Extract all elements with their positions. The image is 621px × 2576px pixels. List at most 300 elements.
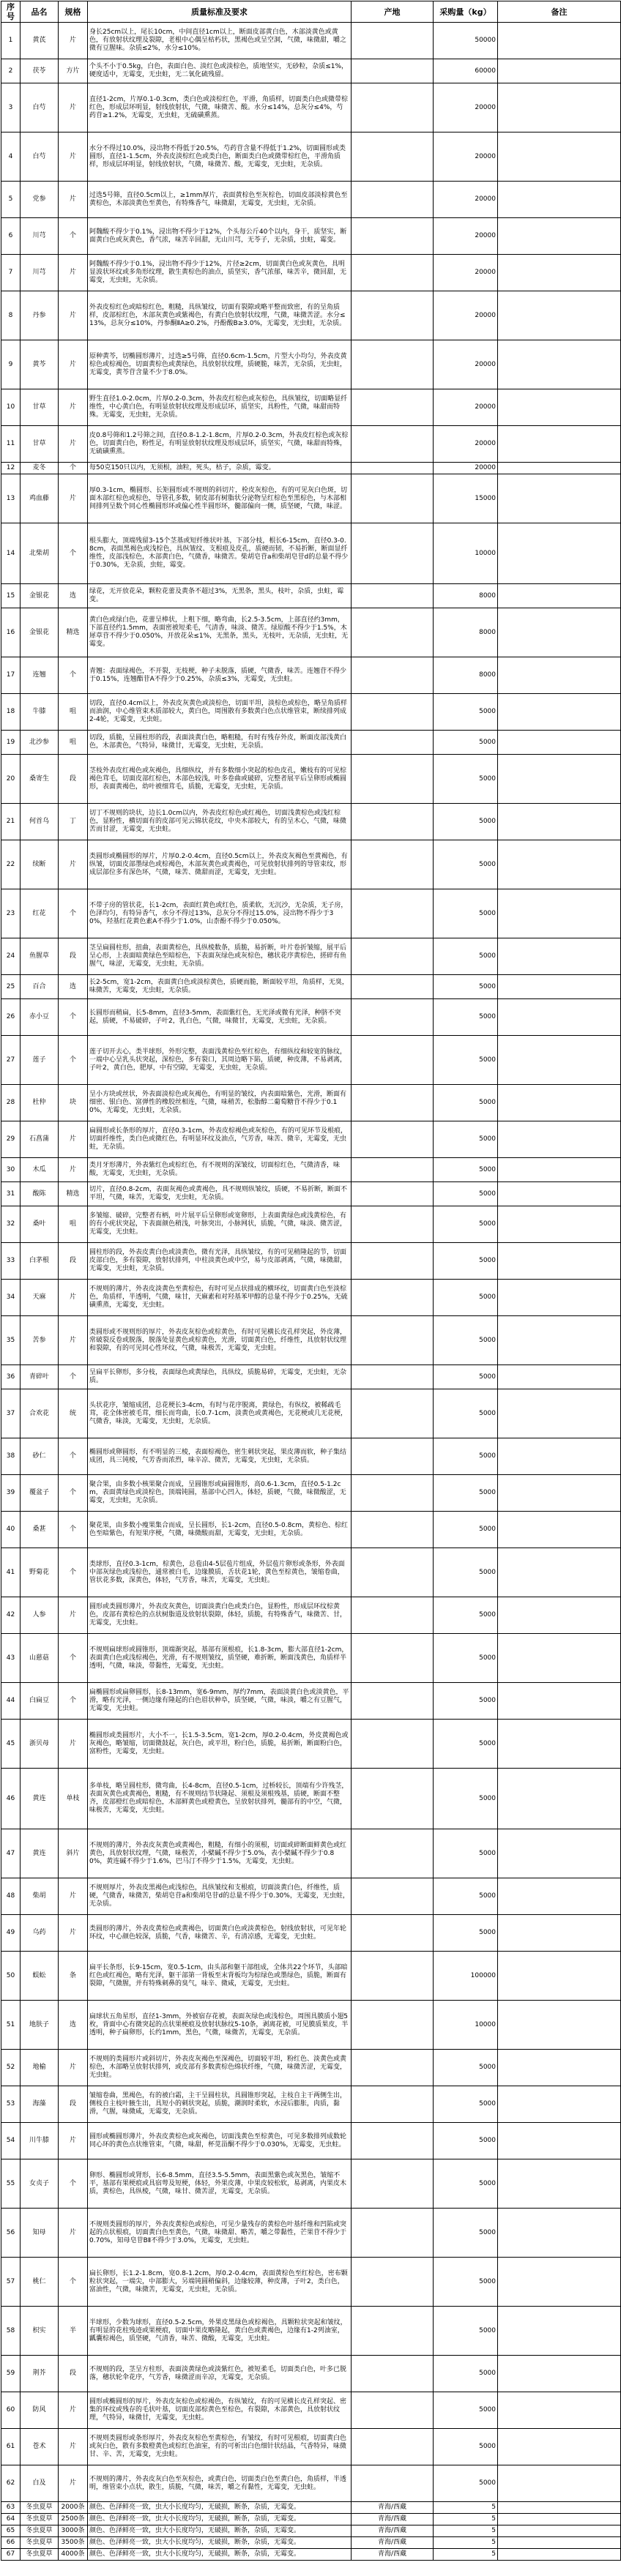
- row-spec: 统: [59, 1389, 88, 1438]
- row-note: [498, 755, 621, 804]
- row-origin: [352, 1316, 434, 1365]
- row-note: [498, 2356, 621, 2392]
- row-name: 人参: [21, 1597, 59, 1634]
- row-no: 66: [1, 2537, 21, 2549]
- table-row: [1, 2086, 621, 2123]
- row-origin: [352, 2392, 434, 2429]
- row-qty: 20000: [434, 463, 498, 474]
- row-origin: [352, 1280, 434, 1316]
- row-quality: 扁椭圆形或扁卵圆形，长8-13mm，宽6-9mm，厚约7mm，表面淡黄白色或淡黄色，平滑，略有光泽，一侧边缘有隆起的白色眉状种阜，质坚硬，气微，味淡，嚼之有豆腥气，无霉变，无虫蛀。: [88, 1683, 352, 1720]
- row-name: 黄芪: [21, 23, 59, 59]
- table-row: [1, 975, 621, 999]
- row-no: 56: [1, 2209, 21, 2258]
- row-note: [498, 608, 621, 657]
- row-name: 白扁豆: [21, 1683, 59, 1720]
- row-no: 53: [1, 2086, 21, 2123]
- row-no: 61: [1, 2429, 21, 2465]
- table-row: [1, 2258, 621, 2307]
- row-spec: 选: [59, 584, 88, 608]
- row-name: 白茅根: [21, 1243, 59, 1280]
- row-no: 45: [1, 1720, 21, 1769]
- header-name: 品名: [21, 1, 59, 23]
- row-origin: 青海/西藏: [352, 2502, 434, 2514]
- row-quality: 聚合果，由多数小核果聚合而成，呈圆锥形或扁圆锥形，高0.6-1.3cm，直径0.5-1.2cm，表面黄绿色或淡棕色，顶端钝圆，基部中心凹入，体轻，质硬，气微，味微酸涩，无霉变，无虫蛀，无杂质。: [88, 1475, 352, 1512]
- row-origin: [352, 2050, 434, 2086]
- row-origin: [352, 1475, 434, 1512]
- row-qty: 20000: [434, 291, 498, 340]
- row-name: 鸡血藤: [21, 474, 59, 523]
- row-name: 金银花: [21, 608, 59, 657]
- row-note: [498, 2525, 621, 2537]
- table-row: [1, 426, 621, 463]
- table-row: [1, 2123, 621, 2159]
- row-origin: [352, 694, 434, 731]
- row-quality: 扁球状五角星形，直径1-3mm，外被宿存花被，表面灰绿色或浅棕色，周围具膜质小翅5枚，背面中心有微突起的点状果梗痕及放射状脉纹5-10条，剥离花被，可见膜质果皮，半透明，种子扁卵形，长约1mm，黑色，气微，味微苦，无霉变，无杂质。: [88, 2001, 352, 2050]
- row-spec: 个: [59, 889, 88, 938]
- row-qty: 5000: [434, 975, 498, 999]
- row-note: [498, 889, 621, 938]
- row-no: 30: [1, 1158, 21, 1182]
- row-quality: 类圆形的薄片，外表皮黄棕色或黄褐色，切面黄白色或淡黄棕色，射线放射状，可见年轮环纹，中心颜色较深，质脆，气香，味微苦、辛，有清凉感，无霉变，无虫蛀。: [88, 1915, 352, 1952]
- row-note: [498, 1036, 621, 1085]
- table-row: [1, 2159, 621, 2209]
- row-origin: [352, 255, 434, 291]
- row-spec: 片: [59, 1158, 88, 1182]
- row-no: 26: [1, 999, 21, 1036]
- row-no: 12: [1, 463, 21, 474]
- row-name: 丹参: [21, 291, 59, 340]
- row-no: 67: [1, 2549, 21, 2561]
- row-quality: 根头膨大，顶端残留3-15个茎基或短纤维状叶基，下部分枝，根长6-15cm，直径0.3-0.8cm，表面黑褐色或浅棕色，具纵皱纹、支根痕及皮孔，质硬而韧，不易折断，断面显纤维性，皮部浅棕色，木部黄白色，气微香，味微苦。柴胡皂苷a和柴胡皂苷d的总量不得少于0.30%，无杂质，虫蛀，霉变。: [88, 523, 352, 584]
- row-quality: 阿魏酸不得少于0.1%，浸出物不得少于12%，片径≥2cm，切面黄白色或灰黄色，具明显波状环纹或多角形纹理，散生黄棕色的油点，质坚实，香气浓郁，味苦辛，微回甜，无霉变，无虫蛀，无杂质。: [88, 255, 352, 291]
- row-spec: 个: [59, 1438, 88, 1475]
- row-name: 蜈蚣: [21, 1952, 59, 2001]
- row-quality: 厚0.3-1cm，椭圆形、长矩圆形或不规则的斜切片，栓皮灰棕色，有的可见灰白色斑，切面木部红棕色或棕色，导管孔多数，韧皮部有树脂状分泌物呈红棕色至黑棕色，与木部相间排列呈数个同心性椭圆形环或偏心性半圆形环，髓部偏向一侧，质坚硬，气微，味涩。: [88, 474, 352, 523]
- table-row: [1, 2392, 621, 2429]
- row-origin: [352, 2159, 434, 2209]
- row-spec: 选: [59, 975, 88, 999]
- row-no: 36: [1, 1365, 21, 1389]
- row-quality: 类圆形或椭圆形的厚片，片厚0.2-0.4cm，直径0.5cm以上，外表皮灰褐色至黄褐色，有纵皱，切面皮部墨绿色或棕褐色，木部灰黄色或黄褐色，可见放射状排列的导管束纹，形成层部位多有深色环，气微，味苦、微甜而涩，无霉变，无虫蛀。: [88, 840, 352, 889]
- row-no: 14: [1, 523, 21, 584]
- row-qty: 5000: [434, 2050, 498, 2086]
- row-qty: 5000: [434, 2307, 498, 2356]
- row-name: 石菖蒲: [21, 1121, 59, 1158]
- row-quality: 扁平长条形，长9-15cm，宽0.5-1cm，由头部和躯干部组成，全体共22个环节，头部暗红色或红褐色，略有光泽，躯干部第一背板至末背板均为棕绿色或墨绿色，质脆，断面有裂隙，气微腥，并有特殊刺鼻的臭气，味辛、微咸，无霉变，无虫蛀。: [88, 1952, 352, 2001]
- row-note: [498, 1243, 621, 1280]
- row-origin: [352, 1769, 434, 1829]
- table-row: [1, 59, 621, 83]
- row-origin: [352, 463, 434, 474]
- row-note: [498, 2001, 621, 2050]
- table-row: [1, 340, 621, 389]
- row-note: [498, 426, 621, 463]
- row-quality: 颜色、色泽鲜亮一致，虫大小长度均匀，无破损，断条，杂质，无霉变。: [88, 2514, 352, 2525]
- table-row: [1, 2549, 621, 2561]
- table-row: [1, 1280, 621, 1316]
- row-note: [498, 2465, 621, 2502]
- row-origin: [352, 657, 434, 694]
- row-quality: 颜色、色泽鲜亮一致，虫大小长度均匀，无破损，断条，杂质，无霉变。: [88, 2537, 352, 2549]
- row-no: 13: [1, 474, 21, 523]
- row-spec: 片: [59, 340, 88, 389]
- row-quality: 长2-5cm，宽1-2cm，表面黄白色或淡棕黄色，质硬而脆，断面较平坦，角质样，无臭，味微苦，无霉变，无虫蛀，无杂质。: [88, 975, 352, 999]
- table-row: [1, 2502, 621, 2514]
- row-origin: [352, 840, 434, 889]
- row-name: 青碎叶: [21, 1365, 59, 1389]
- row-qty: 5: [434, 2514, 498, 2525]
- row-quality: 不规则的薄片，外表皮灰白色至灰棕色，或黄白色，切面类白色至黄白色，角质样，半透明，维管束小点状，散生，质脆，气微，味苦，嚼之有黏性，无霉变，无虫蛀。: [88, 2465, 352, 2502]
- row-spec: 片: [59, 2123, 88, 2159]
- row-qty: 20000: [434, 255, 498, 291]
- row-name: 牛膝: [21, 694, 59, 731]
- row-note: [498, 1915, 621, 1952]
- row-note: [498, 1158, 621, 1182]
- row-note: [498, 657, 621, 694]
- row-qty: 5000: [434, 2086, 498, 2123]
- row-name: 桑叶: [21, 1206, 59, 1243]
- row-note: [498, 1085, 621, 1121]
- row-spec: 片: [59, 840, 88, 889]
- row-qty: 5000: [434, 1206, 498, 1243]
- header-note: 备注: [498, 1, 621, 23]
- row-name: 百合: [21, 975, 59, 999]
- row-name: 黄连: [21, 1769, 59, 1829]
- row-origin: [352, 1365, 434, 1389]
- row-note: [498, 2123, 621, 2159]
- row-spec: 咀: [59, 731, 88, 755]
- row-quality: 不规则的类圆形片或斜切片，外表皮灰褐色至深褐色，切面较平坦，粉红色、淡黄色或黄棕色，木部略呈放射状排列，或皮部有多数黄棕色绵状纤维，气微，味微苦涩，无霉变，无虫蛀。: [88, 2050, 352, 2086]
- row-note: [498, 2050, 621, 2086]
- table-row: [1, 584, 621, 608]
- row-no: 55: [1, 2159, 21, 2209]
- row-no: 28: [1, 1085, 21, 1121]
- row-note: [498, 840, 621, 889]
- row-qty: 5000: [434, 1182, 498, 1206]
- row-quality: 圆柱形的段，外表皮黄白色或淡黄色，微有光泽，具纵皱纹，有的可见稍隆起的节，切面皮部白色，多有裂隙，放射状排列，中柱淡黄色或中空，易与皮部剥离，气微，味微甜，无霉变，无虫蛀，无杂质。: [88, 1243, 352, 1280]
- row-quality: 身长25cm以上，尾长10cm，中间直径1cm以上，断面皮部黄白色，木部淡黄色或黄色，有放射状纹理及裂隙，老根中心偶呈枯朽状，黑褐色或呈空洞，气微，味微甜，嚼之微有豆腥味。杂质≤2%，水分≤10%。: [88, 23, 352, 59]
- row-quality: 类球形，直径0.3-1cm，棕黄色，总苞由4-5层苞片组成，外层苞片卵形或条形，外表面中部灰绿色或浅棕色，通常被白毛，边缘膜质，舌状花1轮，黄色至棕黄色，皱缩卷曲，管状花多数，深黄色，体轻，气芳香，味苦，无霉变，无虫蛀。: [88, 1548, 352, 1597]
- table-row: [1, 23, 621, 59]
- row-spec: 个: [59, 1512, 88, 1548]
- row-origin: [352, 2258, 434, 2307]
- table-row: [1, 2209, 621, 2258]
- row-no: 27: [1, 1036, 21, 1085]
- row-name: 白芍: [21, 83, 59, 132]
- row-note: [498, 523, 621, 584]
- row-qty: 5000: [434, 1475, 498, 1512]
- procurement-table: [1, 1, 621, 2561]
- row-spec: 精选: [59, 1182, 88, 1206]
- row-no: 8: [1, 291, 21, 340]
- row-no: 29: [1, 1121, 21, 1158]
- row-note: [498, 218, 621, 255]
- row-origin: [352, 938, 434, 975]
- row-origin: [352, 1389, 434, 1438]
- row-origin: [352, 1915, 434, 1952]
- row-origin: [352, 426, 434, 463]
- row-qty: 20000: [434, 340, 498, 389]
- row-qty: 10000: [434, 523, 498, 584]
- row-no: 25: [1, 975, 21, 999]
- row-note: [498, 999, 621, 1036]
- row-note: [498, 2514, 621, 2525]
- row-no: 42: [1, 1597, 21, 1634]
- row-quality: 外表皮棕红色或暗棕红色，粗糙，具纵皱纹，切面有裂隙或略平整而致密，有的呈角质样，皮部棕红色，木部灰黄色或紫褐色，有黄白色放射状纹理，气微，味微苦涩。水分≤13%，总灰分≤10%，丹参酮ⅡA≥0.2%，丹酚酸B≥3.0%，无霉变，无虫蛀，无杂质。: [88, 291, 352, 340]
- table-row: [1, 389, 621, 426]
- row-qty: 5000: [434, 1121, 498, 1158]
- row-name: 杜仲: [21, 1085, 59, 1121]
- row-name: 赤小豆: [21, 999, 59, 1036]
- row-no: 23: [1, 889, 21, 938]
- table-row: [1, 1475, 621, 1512]
- row-spec: 段: [59, 2356, 88, 2392]
- row-note: [498, 1389, 621, 1438]
- header-origin: 产地: [352, 1, 434, 23]
- row-qty: 15000: [434, 474, 498, 523]
- row-no: 49: [1, 1915, 21, 1952]
- row-name: 黄连: [21, 1829, 59, 1878]
- row-quality: 圆形或类圆形薄片，外表皮灰黄色，切面淡黄白色或类白色，显粉性，形成层环纹棕黄色，皮部有黄棕色的点状树脂道及放射状裂隙，体轻，质脆，有特殊香气，味微苦、甘，无霉变，无虫蛀。: [88, 1597, 352, 1634]
- row-spec: 2500条: [59, 2514, 88, 2525]
- row-origin: [352, 1085, 434, 1121]
- row-origin: [352, 59, 434, 83]
- row-note: [498, 59, 621, 83]
- row-origin: 青海/西藏: [352, 2549, 434, 2561]
- row-no: 63: [1, 2502, 21, 2514]
- row-spec: 个: [59, 999, 88, 1036]
- row-origin: [352, 1182, 434, 1206]
- row-name: 莲子: [21, 1036, 59, 1085]
- row-qty: 5000: [434, 2258, 498, 2307]
- row-spec: 片: [59, 474, 88, 523]
- row-note: [498, 1512, 621, 1548]
- table-row: [1, 1769, 621, 1829]
- row-note: [498, 694, 621, 731]
- row-quality: 茎枝外表皮红褐色或灰褐色，具细纵纹，并有多数细小突起的棕色皮孔，嫩枝有的可见棕褐色茸毛，切面皮部红棕色，木部色较浅，叶多卷曲或破碎，完整者展平后呈卵形或椭圆形，表面黄褐色，幼叶被细茸毛，质脆，无霉变，无虫蛀，无杂质。: [88, 755, 352, 804]
- table-row: [1, 255, 621, 291]
- row-name: 冬虫夏草: [21, 2502, 59, 2514]
- row-qty: 5000: [434, 2356, 498, 2392]
- row-quality: 每50克150只以内，无须根，油粒，死头，枯子，杂质，霉变。: [88, 463, 352, 474]
- row-no: 15: [1, 584, 21, 608]
- row-note: [498, 2429, 621, 2465]
- row-origin: [352, 2001, 434, 2050]
- row-name: 续断: [21, 840, 59, 889]
- row-name: 浙贝母: [21, 1720, 59, 1769]
- row-origin: [352, 731, 434, 755]
- row-origin: [352, 2429, 434, 2465]
- row-no: 50: [1, 1952, 21, 2001]
- row-spec: 段: [59, 2086, 88, 2123]
- table-row: [1, 463, 621, 474]
- row-origin: [352, 1634, 434, 1683]
- row-spec: 条: [59, 1952, 88, 2001]
- row-qty: 5000: [434, 1158, 498, 1182]
- row-name: 冬虫夏草: [21, 2549, 59, 2561]
- row-spec: 片: [59, 2465, 88, 2502]
- row-quality: 不规则的薄片，外表皮淡黄色至黄棕色，有时可见点状排成的横环纹，切面黄白色至淡棕色，角质样，半透明，气微，味甘，天麻素和对羟基苯甲醇的总量不得少于0.25%，无硫磺熏蒸，无霉变，无虫蛀。: [88, 1280, 352, 1316]
- row-note: [498, 83, 621, 132]
- row-name: 木瓜: [21, 1158, 59, 1182]
- row-no: 7: [1, 255, 21, 291]
- row-name: 甘草: [21, 389, 59, 426]
- row-no: 60: [1, 2392, 21, 2429]
- row-spec: 片: [59, 83, 88, 132]
- row-note: [498, 1121, 621, 1158]
- row-name: 柴胡: [21, 1878, 59, 1915]
- row-spec: 片: [59, 1720, 88, 1769]
- row-spec: 段: [59, 755, 88, 804]
- row-origin: 青海/西藏: [352, 2537, 434, 2549]
- table-row: [1, 608, 621, 657]
- row-note: [498, 23, 621, 59]
- row-qty: 20000: [434, 426, 498, 463]
- row-name: 地榆: [21, 2050, 59, 2086]
- row-quality: 颜色、色泽鲜亮一致，虫大小长度均匀，无破损，断条，杂质，无霉变。: [88, 2502, 352, 2514]
- row-origin: [352, 975, 434, 999]
- row-qty: 8000: [434, 584, 498, 608]
- table-row: [1, 804, 621, 840]
- table-row: [1, 1829, 621, 1878]
- table-row: [1, 840, 621, 889]
- row-no: 11: [1, 426, 21, 463]
- table-row: [1, 2050, 621, 2086]
- table-row: [1, 1243, 621, 1280]
- row-name: 酸陈: [21, 1182, 59, 1206]
- table-row: [1, 938, 621, 975]
- row-origin: [352, 132, 434, 182]
- row-origin: [352, 1206, 434, 1243]
- row-spec: 丁: [59, 804, 88, 840]
- row-note: [498, 463, 621, 474]
- row-quality: 类圆形或不规则形的厚片，外表皮灰棕色或棕黄色，有时可见横长皮孔样突起，外皮薄，常破裂反卷或脱落，脱落处显黄色或棕黄色，光滑，切面黄白色，纤维性，具放射状纹理和裂隙，有的可见同心性环纹，气微，味极苦，无霉变，无虫蛀。: [88, 1316, 352, 1365]
- table-row: [1, 83, 621, 132]
- row-qty: 5000: [434, 1243, 498, 1280]
- row-origin: [352, 1438, 434, 1475]
- row-no: 4: [1, 132, 21, 182]
- row-name: 冬虫夏草: [21, 2537, 59, 2549]
- row-quality: 水分不得过10.0%，浸出物不得低于20.5%，芍药苷含量不得低于1.2%，切面圆形或类圆形，直径1-1.5cm，外表皮淡棕红色或类白色，断面类白色或微带棕红色，平滑角质样，形成层环明显，射线放射状，气微，味微苦、酸，无霉变，无虫蛀，无杂质。: [88, 132, 352, 182]
- row-qty: 8000: [434, 608, 498, 657]
- row-qty: 100000: [434, 1952, 498, 2001]
- row-no: 43: [1, 1634, 21, 1683]
- table-row: [1, 1438, 621, 1475]
- row-origin: [352, 83, 434, 132]
- row-spec: 片: [59, 1280, 88, 1316]
- row-name: 知母: [21, 2209, 59, 2258]
- row-note: [498, 804, 621, 840]
- table-row: [1, 1158, 621, 1182]
- row-note: [498, 1720, 621, 1769]
- row-no: 59: [1, 2356, 21, 2392]
- row-spec: 片: [59, 389, 88, 426]
- row-quality: 切段，质脆，呈圆柱形的段，表面淡黄白色，略粗糙，有时有残存外皮，断面皮部浅黄白色，木部黄色，气特异，味微甘，无霉变，无虫蛀，无杂质。: [88, 731, 352, 755]
- table-row: [1, 2307, 621, 2356]
- row-spec: 个: [59, 1475, 88, 1512]
- row-note: [498, 2258, 621, 2307]
- row-qty: 5000: [434, 2429, 498, 2465]
- table-row: [1, 132, 621, 182]
- row-name: 合欢花: [21, 1389, 59, 1438]
- row-qty: 5000: [434, 2392, 498, 2429]
- row-no: 38: [1, 1438, 21, 1475]
- table-row: [1, 1365, 621, 1389]
- row-origin: [352, 584, 434, 608]
- row-qty: 5000: [434, 2209, 498, 2258]
- table-row: [1, 2514, 621, 2525]
- row-origin: [352, 23, 434, 59]
- row-no: 34: [1, 1280, 21, 1316]
- row-qty: 5000: [434, 889, 498, 938]
- row-qty: 5000: [434, 804, 498, 840]
- row-origin: [352, 1952, 434, 2001]
- table-row: [1, 731, 621, 755]
- row-quality: 不规则的段，茎呈方柱形，表面淡黄绿色或淡紫红色，被短柔毛，切面类白色，叶多已脱落，穗状轮伞花序，气芳香，味微涩而辛凉，无霉变，无杂质。: [88, 2356, 352, 2392]
- row-name: 川芎: [21, 255, 59, 291]
- row-spec: 片: [59, 291, 88, 340]
- row-quality: 青翘：表面绿褐色，不开裂，无枝梗，种子未脱落，质硬，气微香，味苦。连翘苷不得少于0.15%，连翘酯苷A不得少于0.25%，杂质≤3%，无霉变，无虫蛀。: [88, 657, 352, 694]
- row-spec: 精选: [59, 608, 88, 657]
- row-note: [498, 389, 621, 426]
- row-qty: 5000: [434, 1280, 498, 1316]
- row-spec: 个: [59, 2159, 88, 2209]
- row-spec: 块: [59, 1085, 88, 1121]
- row-note: [498, 1634, 621, 1683]
- table-row: [1, 1597, 621, 1634]
- row-quality: 黄白色或绿白色，花蕾呈棒状，上粗下细，略弯曲，长2.5-3.5cm，上部直径约3mm，下部直径约1.5mm，表面密被短柔毛，气清香，味淡、微苦。绿原酸不得少于1.5%，木犀草苷不得少于0.050%，开放花朵≤1%，无黑条，黑头，无枝叶，无杂质，无虫蛀，无霉变。: [88, 608, 352, 657]
- row-spec: 3000条: [59, 2525, 88, 2537]
- row-origin: 青海/西藏: [352, 2525, 434, 2537]
- row-qty: 20000: [434, 83, 498, 132]
- row-name: 冬虫夏草: [21, 2525, 59, 2537]
- row-quality: 不规则扁球形或圆锥形，顶端渐突起，基部有须根痕，长1.8-3cm，膨大部直径1-2cm，表面黄白色或浅棕褐色，光滑，有不规则皱纹，质坚硬，难折断，断面浅黄色，角质样半透明，气微，味淡，带黏性，无霉变，无虫蛀。: [88, 1634, 352, 1683]
- row-spec: 个: [59, 1548, 88, 1597]
- row-quality: 皱缩卷曲，黑褐色，有的被白霜，主干呈圆柱状，具圆锥形突起，主枝自主干两侧生出，侧枝自主枝叶腋生出，具短小的刺状突起，质脆，潮润时柔软，水浸后膨胀，肉质，黏滑，气腥，味微咸，无霉变，无杂质。: [88, 2086, 352, 2123]
- row-no: 35: [1, 1316, 21, 1365]
- row-no: 6: [1, 218, 21, 255]
- row-qty: 60000: [434, 59, 498, 83]
- row-qty: 20000: [434, 389, 498, 426]
- row-quality: 不规则的薄片，外表皮灰黄色或黄褐色，粗糙，有细小的须根，切面或碎断面鲜黄色或红黄色，具放射状纹理，气微，味极苦，小檗碱不得少于5.0%，表小檗碱不得少于0.80%，黄连碱不得少于1.6%，巴马汀不得少于1.5%，无霉变，无虫蛀。: [88, 1829, 352, 1878]
- row-note: [498, 2307, 621, 2356]
- row-spec: 片: [59, 1597, 88, 1634]
- row-qty: 5000: [434, 1085, 498, 1121]
- row-note: [498, 340, 621, 389]
- row-qty: 10000: [434, 2001, 498, 2050]
- header-quality: 质量标准及要求: [88, 1, 352, 23]
- row-spec: 片: [59, 255, 88, 291]
- row-origin: [352, 1597, 434, 1634]
- row-qty: 5000: [434, 1720, 498, 1769]
- row-note: [498, 1548, 621, 1597]
- row-no: 41: [1, 1548, 21, 1597]
- row-name: 金银花: [21, 584, 59, 608]
- row-name: 海藻: [21, 2086, 59, 2123]
- row-no: 21: [1, 804, 21, 840]
- row-spec: 片: [59, 2429, 88, 2465]
- row-qty: 5000: [434, 1365, 498, 1389]
- row-quality: 颜色、色泽鲜亮一致，虫大小长度均匀，无破损，断条，杂质，无霉变。: [88, 2525, 352, 2537]
- row-name: 桑葚: [21, 1512, 59, 1548]
- row-qty: 5000: [434, 1683, 498, 1720]
- row-quality: 过选5号筛，直径0.5cm以上，≥1mm厚片，表面黄棕色至灰棕色，切面皮部淡棕黄色至黄棕色，木部淡黄色至黄色，有特殊香气，味微甜，无霉变，无虫蛀，无杂质。: [88, 182, 352, 218]
- row-name: 茯苓: [21, 59, 59, 83]
- row-no: 37: [1, 1389, 21, 1438]
- table-row: [1, 1036, 621, 1085]
- row-spec: 方片: [59, 59, 88, 83]
- row-no: 31: [1, 1182, 21, 1206]
